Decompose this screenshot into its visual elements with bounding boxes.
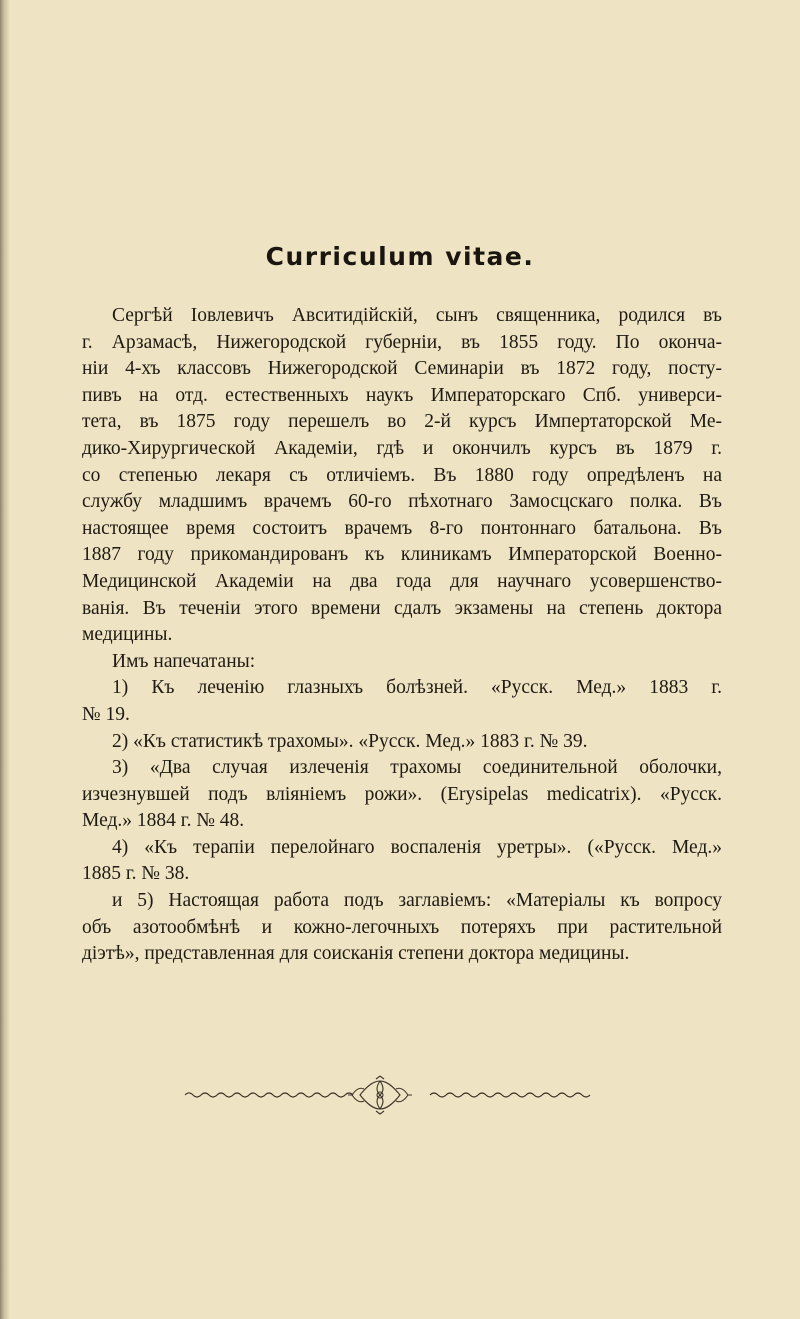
text-line: 2) «Къ статистикѣ трахомы». «Русск. Мед.» 1883 г. № 39.: [112, 730, 588, 752]
text-line: и 5) Настоящая работа подъ заглавіемъ: «Матеріалы къ вопросу: [112, 890, 722, 912]
text-line: Мед.» 1884 г. № 48.: [82, 810, 245, 832]
text-line: объ азотообмѣнѣ и кожно-легочныхъ потеряхъ при растительной: [82, 916, 722, 938]
text-line: службу младшимъ врачемъ 60-го пѣхотнаго Замосцскаго полка. Въ: [82, 491, 722, 513]
text-line: 1) Къ леченію глазныхъ болѣзней. «Русск. Мед.» 1883 г.: [112, 677, 722, 699]
text-line: Сергѣй Іовлевичъ Авситидійскій, сынъ священника, родился въ: [112, 305, 722, 326]
text-line: 3) «Два случая излеченія трахомы соединительной оболочки,: [112, 757, 722, 779]
biography-text: [82, 303, 722, 968]
text-line: 1887 году прикомандированъ къ клиникамъ Императорской Военно-: [82, 544, 722, 566]
text-line: со степенью лекаря съ отличіемъ. Въ 1880 году опредѣленъ на: [82, 464, 722, 486]
text-line: дико-Хирургической Академіи, гдѣ и окончилъ курсъ въ 1879 г.: [82, 437, 722, 459]
text-line: изчезнувшей подъ вліяніемъ рожи». (Erysipelas medicatrix). «Русск.: [82, 783, 722, 805]
text-line: ванія. Въ теченіи этого времени сдалъ экзамены на степень доктора: [82, 597, 722, 619]
text-line: ніи 4-хъ классовъ Нижегородской Семинаріи въ 1872 году, посту-: [82, 358, 722, 380]
text-line: медицины.: [82, 624, 173, 646]
page-title: Curriculum vitae.: [265, 242, 535, 271]
text-line: Имъ напечатаны:: [112, 650, 256, 672]
text-line: г. Арзамасѣ, Нижегородской губерніи, въ 1855 году. По оконча-: [82, 331, 722, 353]
text-line: № 19.: [82, 703, 130, 725]
text-line: 4) «Къ терапіи перелойнаго воспаленія уретры». («Русск. Мед.»: [112, 836, 722, 858]
text-line: настоящее время состоитъ врачемъ 8-го понтоннаго батальона. Въ: [82, 517, 722, 539]
floral-divider-icon: [180, 1075, 610, 1115]
page-edge-shadow: [0, 0, 10, 1319]
text-line: 1885 г. № 38.: [82, 863, 190, 885]
text-line: Медицинской Академіи на два года для научнаго усовершенство-: [82, 570, 722, 592]
text-line: пивъ на отд. естественныхъ наукъ Императорскаго Спб. универси-: [82, 384, 722, 406]
text-line: діэтѣ», представленная для соисканія степени доктора медицины.: [82, 943, 630, 965]
text-line: тета, въ 1875 году перешелъ во 2-й курсъ Импертаторской Ме-: [82, 411, 722, 433]
